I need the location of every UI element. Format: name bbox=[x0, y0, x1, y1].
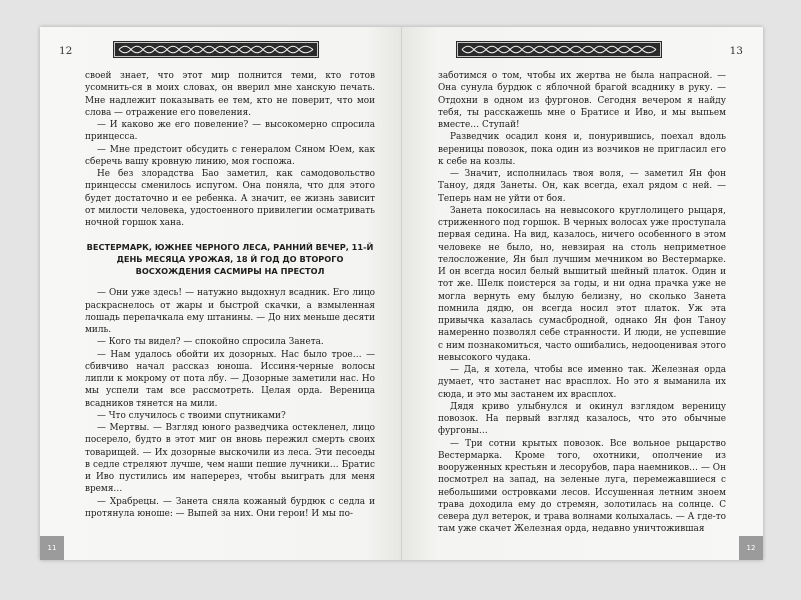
paragraph: заботимся о том, чтобы их жертва не была напрасной. — Она сунула бурдюк с яблочной брагой всаднику в руку. — Отдохни в одном из фургонов. Сегодня вечером я найду тебя, ты расскажешь мне о Братисе и Иво, и мы выпьем вместе… Ступай! bbox=[438, 71, 726, 130]
paragraph: — Три сотни крытых повозок. Все вольное рыцарство Вестермарка. Кроме того, охотники, ополчение из вооруженных крестьян и лесорубов, пара наемников… — Он посмотрел на запад, на зеленые луга, перемежавшиеся с небольшими островками лесов. Иссушенная летним зноем трава доходила ему до стремян, золотилась на солнце. С севера дул ветерок, и трава волнами колыхалась. — А где-то там уже скачет Железная орда, недавно уничтожившая bbox=[438, 438, 726, 535]
paragraph: Не без злорадства Бао заметил, как самодовольство принцессы сменилось испугом. Она поняла, что для этого будет достаточно и ее ребенка. А значит, ее жизнь зависит от милости человека, удостоенного привилегии осматривать ночной горшок хана. bbox=[85, 169, 375, 228]
page-number-left: 12 bbox=[59, 45, 73, 57]
paragraph: своей знает, что этот мир полнится теми, кто готов усомнить-ся в моих словах, он вверил мне ханскую печать. Мне надлежит показывать ее тем, кто не поверит, что мои слова — отражение его повеления. bbox=[85, 71, 375, 118]
paragraph: — Мне предстоит обсудить с генералом Сяном Юем, как сберечь вашу кровную линию, моя госпожа. bbox=[85, 144, 375, 167]
paragraph: — Кого ты видел? — спокойно спросила Занета. bbox=[97, 337, 324, 348]
paragraph: — Они уже здесь! — натужно выдохнул всадник. Его лицо раскраснелось от жары и быстрой скачки, а взмыленная лошадь перепачкала ему штанины. — До них меньше десяти миль. bbox=[85, 288, 375, 335]
paragraph: — И каково же его повеление? — высокомерно спросила принцесса. bbox=[85, 120, 375, 143]
paragraph: Дядя криво улыбнулся и окинул взглядом вереницу повозок. На первый взгляд казалось, что это обычные фургоны… bbox=[438, 401, 726, 437]
paragraph: Разведчик осадил коня и, понурившись, поехал вдоль вереницы повозок, пока один из возчиков не пригласил его к себе на козлы. bbox=[438, 132, 726, 167]
paragraph: — Мертвы. — Взгляд юного разведчика остекленел, лицо посерело, будто в этот миг он вновь пережил смерть своих товарищей. — Их дозорные выскочили из леса. Эти песоеды в седле стреляют лучше, чем наши пешие лучники… Братис и Иво пустились им наперерез, чтобы выиграть для меня время… bbox=[85, 423, 375, 495]
paragraph: — Что случилось с твоими спутниками? bbox=[97, 410, 286, 421]
page-badge-left: 11 bbox=[40, 536, 64, 560]
right-page-text bbox=[438, 70, 726, 536]
ornament-header-right bbox=[456, 41, 662, 58]
left-page-text bbox=[85, 70, 375, 520]
page-badge-right: 12 bbox=[739, 536, 763, 560]
paragraph: Занета покосилась на невысокого круглолицего рыцаря, стриженного под горшок. В черных волосах уже проступала первая седина. На вид, казалось, ничего особенного в этом человеке не было, но, невзирая на столь неприметное телосложение, Ян был лучшим мечником во Вестермарке. И он всегда носил белый вышитый шейный платок. Один и тот же. Шелк поистерся за годы, и ни одна прачка уже не могла вернуть ему былую белизну, но сколько Занета помнила дядю, он всегда носил этот платок. Уж эта привычка казалась сумасбродной, однако Ян фон Таноу намеренно позволял себе странности. И люди, не успевшие с ним познакомиться, часто ошибались, недооценивая этого невысокого чудака. bbox=[438, 205, 726, 363]
ornament-header-left bbox=[113, 41, 319, 58]
paragraph: — Храбрецы. — Занета сняла кожаный бурдюк с седла и протянула юноше: — Выпей за них. Они герои! И мы по- bbox=[85, 496, 375, 519]
book-spread bbox=[40, 27, 763, 560]
page-number-right: 13 bbox=[729, 45, 743, 57]
paragraph: — Значит, исполнилась твоя воля, — заметил Ян фон Таноу, дядя Занеты. Он, как всегда, ехал рядом с ней. — Теперь нам не уйти от боя. bbox=[438, 169, 726, 204]
left-page bbox=[40, 27, 401, 560]
right-page bbox=[402, 27, 763, 560]
paragraph: — Да, я хотела, чтобы все именно так. Железная орда думает, что застанет нас врасплох. Но это я выманила их сюда, и это мы застанем их врасплох. bbox=[438, 365, 726, 400]
paragraph: — Нам удалось обойти их дозорных. Нас было трое… — сбивчиво начал рассказ юноша. Иссиня-черные волосы липли к мокрому от пота лбу. — Дозорные заметили нас. Но мы успели там все рассмотреть. Целая орда. Вереница всадников тянется на мили. bbox=[85, 349, 375, 409]
chapter-heading: ВЕСТЕРМАРК, ЮЖНЕЕ ЧЕРНОГО ЛЕСА, РАННИЙ ВЕЧЕР, 11-Й ДЕНЬ МЕСЯЦА УРОЖАЯ, 18 Й ГОД ДО ВТОРОГО ВОСХОЖДЕНИЯ САСМИРЫ НА ПРЕСТОЛ bbox=[86, 242, 374, 277]
